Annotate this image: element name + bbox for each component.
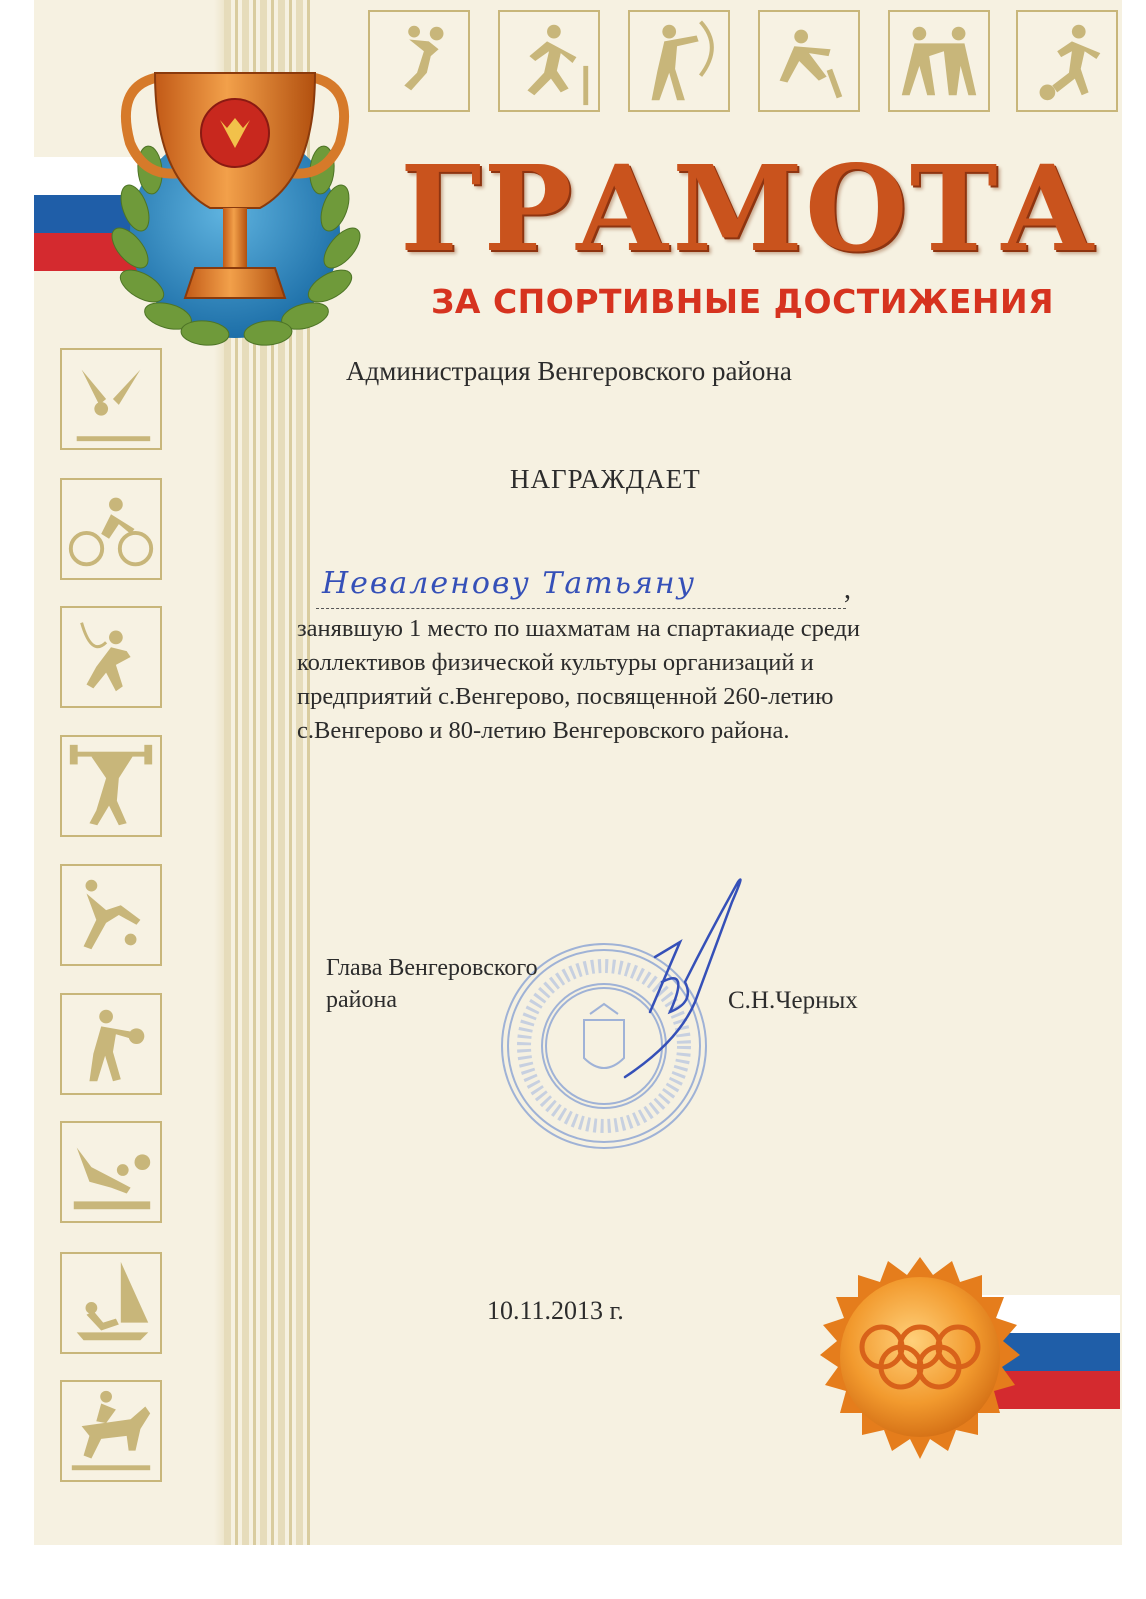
- award-description-line: с.Венгерово и 80-летию Венгеровского района.: [297, 717, 790, 744]
- certificate-date: 10.11.2013 г.: [487, 1296, 624, 1325]
- recipient-name: Неваленову Татьяну: [322, 566, 697, 601]
- olympic-medal-seal: [800, 1255, 1040, 1495]
- award-description: [297, 612, 1017, 748]
- recipient-comma: ,: [844, 574, 851, 605]
- certificate-subtitle: ЗА СПОРТИВНЫЕ ДОСТИЖЕНИЯ: [430, 282, 1055, 321]
- equestrian-icon: [60, 1380, 162, 1482]
- issuer-text: Администрация Венгеровского района: [346, 356, 792, 386]
- gymnastics-icon: [60, 348, 162, 450]
- signatory-name: С.Н.Черных: [728, 987, 858, 1014]
- archery-icon: [628, 10, 730, 112]
- handwritten-signature: [600, 872, 750, 1082]
- volleyball-icon: [368, 10, 470, 112]
- award-description-line: предприятий с.Венгерово, посвященной 260-летию: [297, 683, 834, 710]
- wrestling-icon: [888, 10, 990, 112]
- rhythmic-gymnastics-icon: [60, 606, 162, 708]
- award-description-line: занявшую 1 место по шахматам на спартакиаде среди: [297, 615, 860, 642]
- beach-volleyball-icon: [60, 1121, 162, 1223]
- cycling-icon: [60, 478, 162, 580]
- awards-text: НАГРАЖДАЕТ: [510, 464, 701, 494]
- trophy-cup-emblem: [60, 58, 380, 358]
- signatory-title: [326, 952, 606, 1016]
- boxing-icon: [60, 993, 162, 1095]
- running-icon: [498, 10, 600, 112]
- hockey-icon: [758, 10, 860, 112]
- weightlifting-icon: [60, 735, 162, 837]
- fencing-icon: [60, 864, 162, 966]
- award-description-line: коллективов физической культуры организаций и: [297, 649, 814, 676]
- certificate-title: ГРАМОТА: [400, 139, 1098, 278]
- signatory-title-line: района: [326, 987, 397, 1013]
- signatory-title-line: Глава Венгеровского: [326, 955, 538, 981]
- football-icon: [1016, 10, 1118, 112]
- sailing-icon: [60, 1252, 162, 1354]
